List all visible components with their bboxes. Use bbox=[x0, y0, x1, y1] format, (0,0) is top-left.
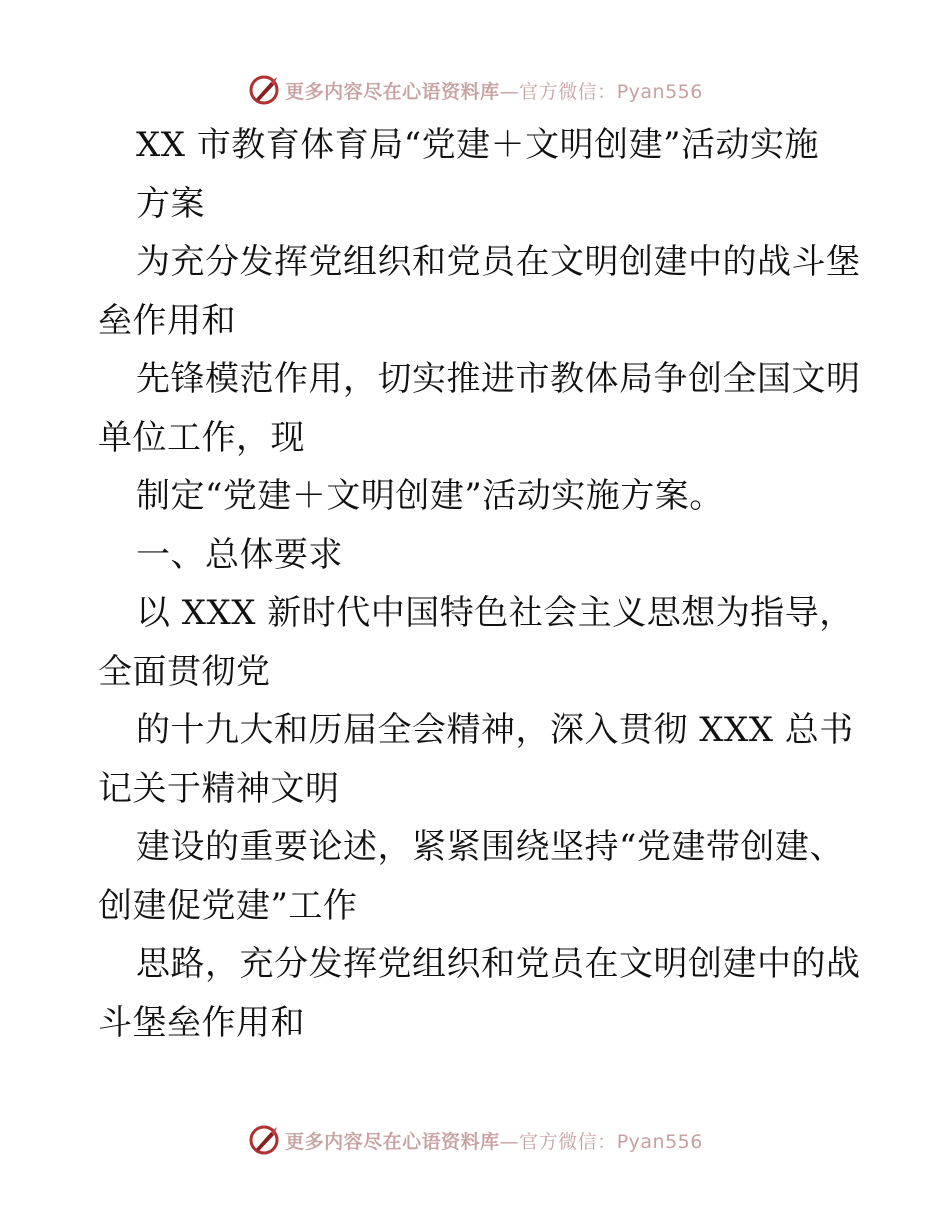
watermark-main-text: 更多内容尽在心语资料库 bbox=[285, 1130, 500, 1153]
quill-pen-circle-icon bbox=[247, 1123, 281, 1157]
text-line: XX 市教育体育局“党建＋文明创建”活动实施 bbox=[136, 125, 819, 165]
watermark-wechat-id: Pyan556 bbox=[616, 1130, 703, 1153]
document-body bbox=[98, 116, 861, 1052]
watermark-separator: — bbox=[499, 1130, 520, 1153]
text-line: 先锋模范作用，切实推进市教体局争创全国文明 bbox=[136, 359, 861, 399]
text-line: 单位工作，现 bbox=[98, 417, 305, 458]
text-line: 方案 bbox=[136, 183, 205, 224]
text-line: 斗堡垒作用和 bbox=[98, 1002, 305, 1043]
text-line: 为充分发挥党组织和党员在文明创建中的战斗堡 bbox=[136, 242, 861, 282]
text-line: 创建促党建”工作 bbox=[98, 885, 358, 926]
watermark-header bbox=[0, 70, 950, 110]
text-line: 全面贯彻党 bbox=[98, 651, 271, 692]
watermark-wechat-id: Pyan556 bbox=[616, 80, 703, 103]
text-line: 一、总体要求 bbox=[136, 534, 343, 575]
watermark-text bbox=[285, 77, 703, 104]
text-line: 以 XXX 新时代中国特色社会主义思想为指导， bbox=[136, 593, 854, 633]
text-line: 记关于精神文明 bbox=[98, 768, 340, 809]
watermark-footer bbox=[0, 1120, 950, 1160]
watermark-separator: — bbox=[499, 80, 520, 103]
watermark-wechat-label: 官方微信： bbox=[519, 80, 617, 103]
watermark-text bbox=[285, 1127, 703, 1154]
watermark-wechat-label: 官方微信： bbox=[519, 1130, 617, 1153]
text-line: 的十九大和历届全会精神，深入贯彻 XXX 总书 bbox=[136, 710, 854, 750]
text-line: 制定“党建＋文明创建”活动实施方案。 bbox=[136, 476, 724, 516]
quill-pen-circle-icon bbox=[247, 73, 281, 107]
text-line: 垒作用和 bbox=[98, 300, 236, 341]
watermark-main-text: 更多内容尽在心语资料库 bbox=[285, 80, 500, 103]
text-line: 建设的重要论述，紧紧围绕坚持“党建带创建、 bbox=[136, 827, 844, 867]
text-line: 思路，充分发挥党组织和党员在文明创建中的战 bbox=[136, 944, 861, 984]
